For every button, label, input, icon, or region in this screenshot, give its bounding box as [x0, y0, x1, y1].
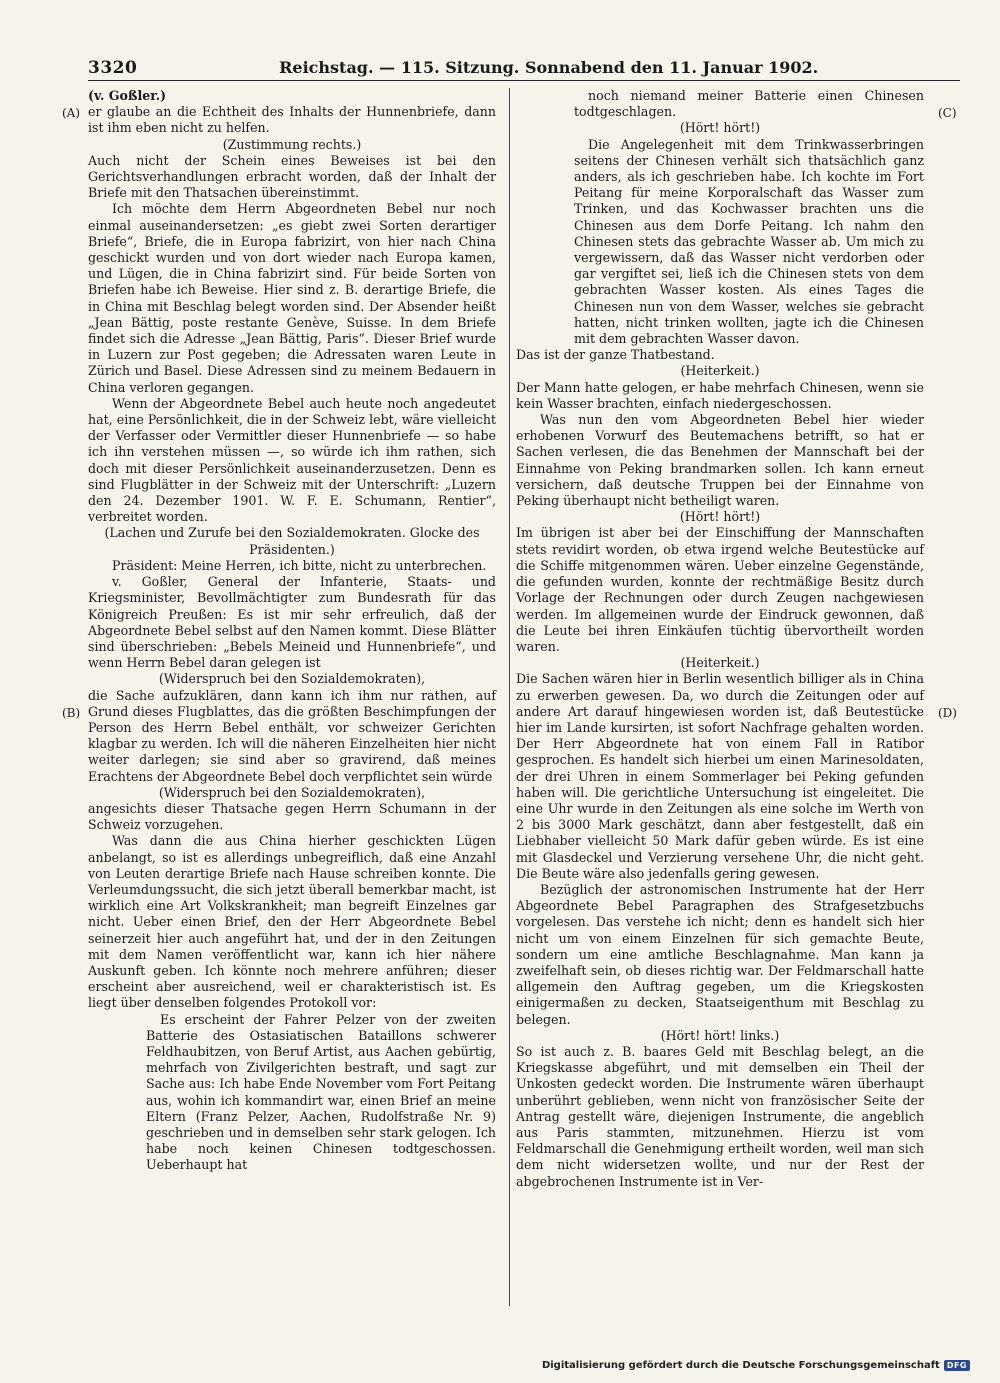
- margin-mark-a: (A): [62, 106, 81, 120]
- interjection: (Widerspruch bei den Sozialdemokraten),: [158, 671, 426, 687]
- paragraph-president: Präsident: Meine Herren, ich bitte, nicht zu unterbrechen.: [112, 557, 487, 573]
- interjection: (Hört! hört! links.): [660, 1027, 780, 1043]
- paragraph: So ist auch z. B. baares Geld mit Beschlag belegt, an die Kriegskasse abgeführt, und mit demselben ein Theil der Unkosten gedeckt worden. Die Instrumente wären überhaupt unberührt geblieben, wenn nicht von französischer Seite der Antrag gestellt wäre, diejenigen Instrumente, die angeblich aus Paris stammten, mitzunehmen. Hierzu ist vom Feldmarschall die Genehmigung ertheilt worden, weil man sich dem nicht widersetzen wollte, und nur der Rest der abgebrochenen Instrumente ist in Ver-: [516, 1043, 924, 1189]
- paragraph: die Sache aufzuklären, dann kann ich ihm nur rathen, auf Grund dieses Flugblattes, das die größten Beschimpfungen der Person des Herrn Bebel enthält, vor schweizer Gerichten klagbar zu werden. Ich will die näheren Einzelheiten hier nicht weiter darlegen; sie sind aber so gravirend, daß meines Erachtens der Abgeordnete Bebel doch verpflichtet sein würde: [88, 687, 496, 784]
- protocol-quote: Die Angelegenheit mit dem Trinkwasserbringen seitens der Chinesen verhält sich thatsächlich ganz anders, als ich geschrieben habe. Ich kochte im Fort Peitang für meine Korporalschaft das Wasser zum Trinken, und das Kochwasser brachten uns die Chinesen aus dem Dorfe Peitang. Ich nahm den Chinesen stets das gebrachte Wasser ab. Um mich zu vergewissern, daß das Wasser nicht verdorben oder gar vergiftet sei, ließ ich die Chinesen stets von dem gebrachten Wasser kosten. Als eines Tages die Chinesen nun von dem Wasser, welches sie gebracht hatten, nicht trinken wollten, jagte ich die Chinesen mit dem gebrachten Wasser davon.: [574, 136, 924, 347]
- paragraph: Das ist der ganze Thatbestand.: [516, 347, 715, 363]
- digitization-credit: [542, 1360, 970, 1371]
- interjection: (Hört! hört!): [679, 120, 761, 136]
- paragraph: Auch nicht der Schein eines Beweises ist bei den Gerichtsverhandlungen erbracht worden, daß der Inhalt der Briefe mit den Thatsachen übereinstimmt.: [88, 152, 496, 201]
- paragraph: Ich möchte dem Herrn Abgeordneten Bebel nur noch einmal auseinandersetzen: „es giebt zwei Sorten derartiger Briefe“, Briefe, die in Europa fabrizirt, von hier nach China geschickt wurden und von dort wieder nach Europa kamen, und Lügen, die in China fabrizirt sind. Für beide Sorten von Briefen habe ich Beweise. Hier sind z. B. derartige Briefe, die in China mit Beschlag belegt worden sind. Der Absender heißt „Jean Bättig, poste restante Genève, Suisse. In dem Briefe findet sich die Adresse „Jean Bättig, Paris“. Dieser Brief wurde in Luzern zur Post gegeben; die Adressaten waren Leute in Zürich und Basel. Diese Adressen sind zu meinem Bedauern in China verloren gegangen.: [88, 201, 496, 395]
- left-column: [88, 88, 496, 1174]
- speaker-tag: (v. Goßler.): [88, 88, 167, 103]
- page-number: 3320: [88, 58, 138, 78]
- interjection: (Zustimmung rechts.): [222, 136, 362, 152]
- interjection: (Heiterkeit.): [680, 655, 760, 671]
- dfg-logo-icon: DFG: [944, 1360, 970, 1371]
- page-header: [88, 54, 960, 81]
- credit-text: Digitalisierung gefördert durch die Deutsche Forschungsgemeinschaft: [541, 1360, 940, 1371]
- interjection: (Heiterkeit.): [680, 363, 760, 379]
- paragraph: Was nun den vom Abgeordneten Bebel hier wieder erhobenen Vorwurf des Beutemachens betrifft, so hat er Sachen verlesen, die das Benehmen der Mannschaft bei der Einnahme von Peking brandmarken sollen. Ich kann erneut versichern, daß deutsche Truppen bei der Einnahme von Peking überhaupt nicht betheiligt waren.: [516, 412, 924, 509]
- paragraph: Was dann die aus China hierher geschickten Lügen anbelangt, so ist es allerdings unbegreiflich, daß eine Anzahl von Leuten derartige Briefe nach Hause schreiben konnte. Die Verleumdungssucht, die sich jetzt überall bemerkbar macht, ist wirklich eine Art Volkskrankheit; man begreift Einzelnes gar nicht. Ueber einen Brief, den der Herr Abgeordnete Bebel seinerzeit hier auch angeführt hat, und der in den Zeitungen mit dem Namen veröffentlicht war, kann ich hier nähere Auskunft geben. Ich könnte noch mehrere anführen; dieser erscheint aber ausreichend, weil er charakteristisch ist. Es liegt über denselben folgendes Protokoll vor:: [88, 833, 496, 1011]
- margin-mark-c: (C): [938, 106, 957, 120]
- paragraph: angesichts dieser Thatsache gegen Herrn Schumann in der Schweiz vorzugehen.: [88, 800, 496, 833]
- interjection: (Hört! hört!): [679, 509, 761, 525]
- paragraph: er glaube an die Echtheit des Inhalts der Hunnenbriefe, dann ist ihm eben nicht zu helfen.: [88, 104, 496, 136]
- protocol-quote: Es erscheint der Fahrer Pelzer von der zweiten Batterie des Ostasiatischen Bataillons schwerer Feldhaubitzen, von Beruf Artist, aus Aachen gebürtig, mehrfach von Zivilgerichten bestraft, und sagt zur Sache aus: Ich habe Ende November vom Fort Peitang aus, wohin ich kommandirt war, einen Brief an meine Eltern (Franz Pelzer, Aachen, Rudolfstraße Nr. 9) geschrieben und in demselben sehr stark gelogen. Ich habe noch keinen Chinesen todtgeschossen. Ueberhaupt hat: [146, 1011, 496, 1173]
- paragraph: Die Sachen wären hier in Berlin wesentlich billiger als in China zu erwerben gewesen. Da, wo durch die Zeitungen oder auf andere Art darauf hingewiesen worden ist, daß Beutestücke hier im Lande kursirten, ist sofort Nachfrage gehalten worden. Der Herr Abgeordnete hat von einem Fall in Ratibor gesprochen. Es handelt sich hierbei um einen Marinesoldaten, der drei Uhren in einem Sommerlager bei Peking gefunden haben will. Die gerichtliche Untersuchung ist eingeleitet. Die eine Uhr wurde in den Zeitungen als eine solche im Werth von 2 bis 3000 Mark geschätzt, dann aber festgestellt, daß ein Liebhaber vielleicht 50 Mark dafür geben würde. Es ist eine mit Glasdeckel und Verzierung versehene Uhr, die nicht geht. Die Beute wäre also jedenfalls gering gewesen.: [516, 671, 924, 881]
- margin-mark-d: (D): [938, 706, 957, 720]
- running-title: Reichstag. — 115. Sitzung. Sonnabend den 11. Januar 1902.: [279, 58, 819, 77]
- margin-mark-b: (B): [62, 706, 81, 720]
- column-divider: [509, 88, 510, 1306]
- paragraph: Im übrigen ist aber bei der Einschiffung der Mannschaften stets revidirt worden, ob etwa irgend welche Beutestücke auf die Schiffe mitgenommen wären. Ueber einzelne Gegenstände, die gefunden wurden, konnte der rechtmäßige Besitz durch Vorlage der Rechnungen oder durch Zeugen nachgewiesen werden. Im allgemeinen wurde der Eindruck gewonnen, daß die Leute bei ihren Einkäufen tüchtig übervortheilt worden waren.: [516, 525, 924, 654]
- protocol-quote: noch niemand meiner Batterie einen Chinesen todtgeschlagen.: [574, 88, 924, 120]
- interjection: (Lachen und Zurufe bei den Sozialdemokraten. Glocke des Präsidenten.): [104, 525, 480, 557]
- paragraph: Wenn der Abgeordnete Bebel auch heute noch angedeutet hat, eine Persönlichkeit, die in der Schweiz lebt, wäre vielleicht der Verfasser oder Vermittler dieser Hunnenbriefe — so habe ich ihn verstehen müssen —, so würde ich ihm rathen, sich doch mit dieser Persönlichkeit auseinanderzusetzen. Denn es sind Flugblätter in der Schweiz mit der Unterschrift: „Luzern den 24. Dezember 1901. W. F. E. Schumann, Rentier“, verbreitet worden.: [88, 395, 496, 525]
- paragraph: Der Mann hatte gelogen, er habe mehrfach Chinesen, wenn sie kein Wasser brachten, einfach niedergeschossen.: [516, 379, 924, 411]
- interjection: (Widerspruch bei den Sozialdemokraten),: [158, 784, 426, 800]
- right-column: [516, 88, 924, 1190]
- paragraph: Bezüglich der astronomischen Instrumente hat der Herr Abgeordnete Bebel Paragraphen des Strafgesetzbuchs vorgelesen. Das verstehe ich nicht; denn es handelt sich hier nicht um von einem Einzelnen für sich gemachte Beute, sondern um eine amtliche Beschlagnahme. Man kann ja zweifelhaft sein, ob dieses richtig war. Der Feldmarschall hatte allgemein den Auftrag gegeben, um die Kriegskosten einigermaßen zu decken, Staatseigenthum mit Beschlag zu belegen.: [516, 881, 924, 1027]
- paragraph-speaker: v. Goßler, General der Infanterie, Staats- und Kriegsminister, Bevollmächtigter zum Bundesrath für das Königreich Preußen: Es ist mir sehr erfreulich, daß der Abgeordnete Bebel selbst auf den Namen kommt. Diese Blätter sind überschrieben: „Bebels Meineid und Hunnenbriefe“, und wenn Herrn Bebel daran gelegen ist: [88, 574, 496, 671]
